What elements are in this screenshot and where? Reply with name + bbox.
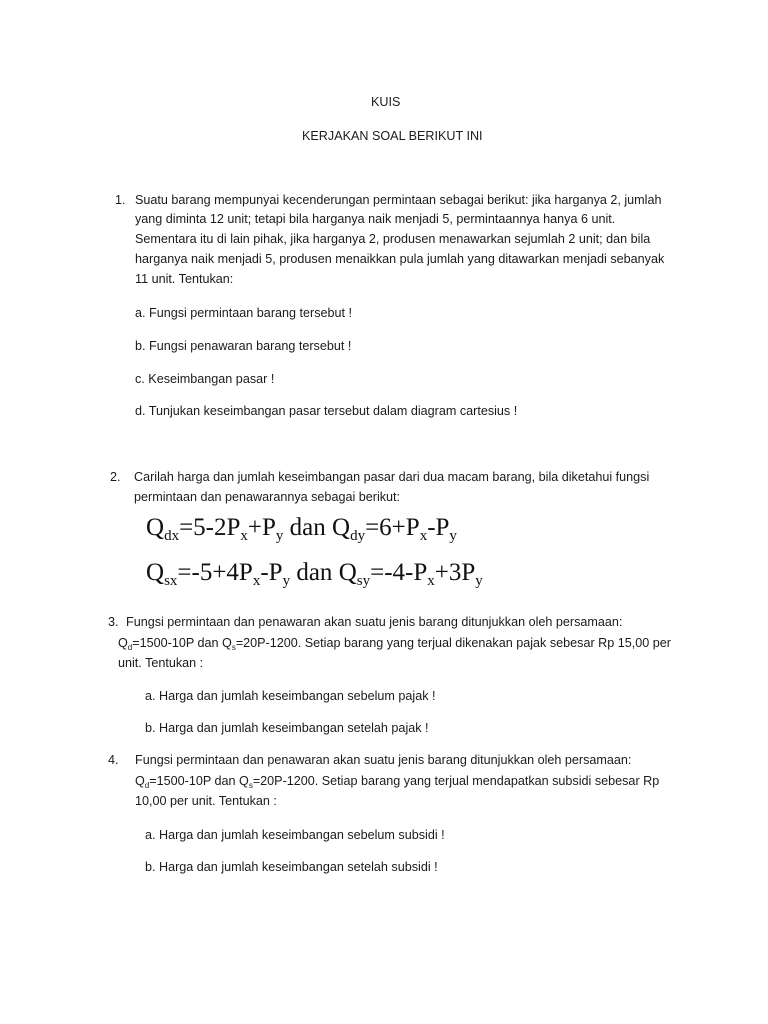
question-number: 2.: [110, 470, 121, 484]
question-text-line: 11 unit. Tentukan:: [135, 272, 234, 286]
question-text-line: $Q_d=1500-10P$ dan $Q_s=20P-1200$. Setiap barang yang terjual dikenakan pajak sebesar Rp 15,00 per: [118, 636, 671, 652]
sub-question: a. Fungsi permintaan barang tersebut !: [135, 306, 353, 320]
question-text-line: Suatu barang mempunyai kecenderungan permintaan sebagai berikut: jika harganya 2, jumlah: [135, 193, 662, 207]
question-text-line: Fungsi permintaan dan penawaran akan suatu jenis barang ditunjukkan oleh persamaan:: [135, 753, 632, 767]
question-number: 3.: [108, 615, 119, 629]
question-text-line: Carilah harga dan jumlah keseimbangan pasar dari dua macam barang, bila diketahui fungsi: [134, 470, 650, 484]
sub-question: d. Tunjukan keseimbangan pasar tersebut dalam diagram cartesius !: [135, 404, 518, 418]
question-text-line: permintaan dan penawarannya sebagai berikut:: [134, 490, 401, 504]
question-number: 1.: [115, 193, 126, 207]
sub-question: c. Keseimbangan pasar !: [135, 372, 275, 386]
quiz-title: KUIS: [371, 95, 401, 109]
question-text-line: Sementara itu di lain pihak, jika harganya 2, produsen menawarkan sejumlah 2 unit; dan bila: [135, 232, 651, 246]
question-text-line: $Q_d=1500-10P$ dan $Q_s=20P-1200$. Setiap barang yang terjual mendapatkan subsidi sebesar Rp: [135, 774, 660, 790]
supply-equations: $Q_{sx}=-5+4P_x-P_y$ dan $Q_{sy}=-4-P_x+3P_y$: [146, 559, 483, 589]
question-text-line: harganya naik menjadi 5, produsen menaikkan pula jumlah yang ditawarkan menjadi sebanyak: [135, 252, 665, 266]
sub-question: a. Harga dan jumlah keseimbangan sebelum pajak !: [145, 689, 436, 703]
demand-equations: $Q_{dx}=5-2P_x+P_y$ dan $Q_{dy}=6+P_x-P_y$: [146, 514, 457, 544]
sub-question: b. Harga dan jumlah keseimbangan setelah subsidi !: [145, 860, 438, 874]
question-text-line: Fungsi permintaan dan penawaran akan suatu jenis barang ditunjukkan oleh persamaan:: [126, 615, 623, 629]
question-text-line: yang diminta 12 unit; tetapi bila harganya naik menjadi 5, permintaannya hanya 6 unit.: [135, 212, 616, 226]
sub-question: a. Harga dan jumlah keseimbangan sebelum subsidi !: [145, 828, 445, 842]
question-text-line: unit. Tentukan :: [118, 656, 204, 670]
sub-question: b. Fungsi penawaran barang tersebut !: [135, 339, 352, 353]
question-text-line: 10,00 per unit. Tentukan :: [135, 794, 277, 808]
quiz-instruction: KERJAKAN SOAL BERIKUT INI: [302, 129, 483, 143]
sub-question: b. Harga dan jumlah keseimbangan setelah pajak !: [145, 721, 429, 735]
question-number: 4.: [108, 753, 119, 767]
